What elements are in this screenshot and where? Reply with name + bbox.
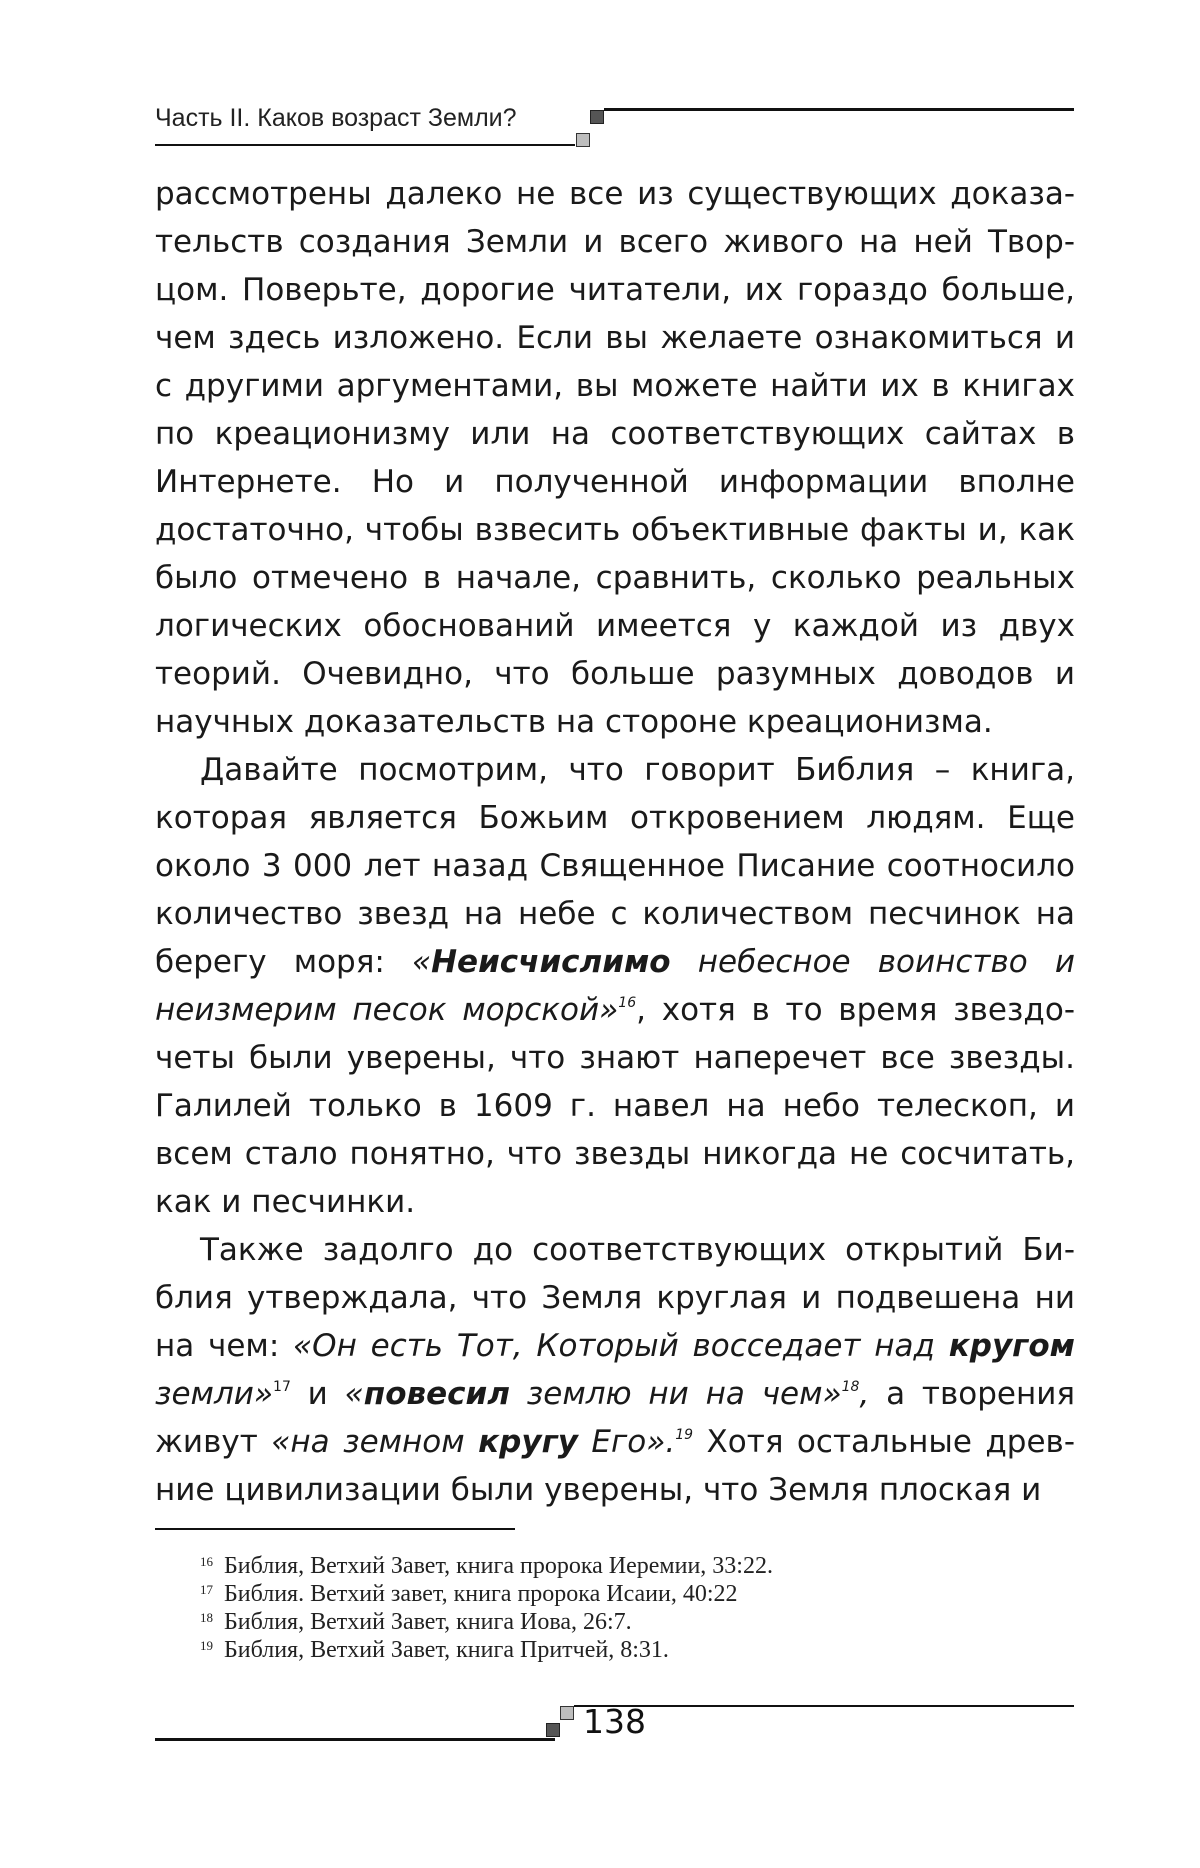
header-rule-right — [604, 108, 1074, 111]
text-run: а творения живут — [155, 1376, 1076, 1460]
footnote-text: Библия, Ветхий Завет, книга Притчей, 8:31. — [224, 1637, 669, 1663]
text-run: « — [344, 1376, 364, 1412]
footnote-item — [155, 1552, 1075, 1580]
header-rule-left — [155, 144, 575, 146]
footnote-reference: 19 — [675, 1426, 694, 1443]
footnote-number: 17 — [200, 1582, 213, 1597]
paragraph — [155, 1226, 1075, 1514]
footnote-separator — [155, 1528, 515, 1530]
footer-rule-right — [574, 1705, 1074, 1707]
footer-rule-left — [155, 1738, 555, 1741]
footnote-item — [155, 1608, 1075, 1636]
text-run: землю ни на чем» — [509, 1376, 842, 1412]
footnote-text: Библия, Ветхий Завет, книга пророка Иеремии, 33:22. — [224, 1553, 773, 1579]
footnote-item — [155, 1636, 1075, 1664]
text-run: рассмотрены далеко не все из существующих доказательств создания Земли и всего живого на ней Творцом. Поверьте, дорогие читатели, их гораздо больше, чем здесь изложено. Если вы желаете ознакомиться и с другими аргументами, вы можете найти их в книгах по креационизму или на соответствующих сайтах в Интернете. Но и полученной информации вполне достаточно, чтобы взвесить объективные факты и, как было отмечено в начале, сравнить, сколько реальных логических обоснований имеется у каждой из двух теорий. Очевидно, что больше разумных доводов и научных доказательств на стороне креационизма. — [155, 176, 1075, 740]
text-run: « — [411, 944, 432, 980]
footnote-item — [155, 1580, 1075, 1608]
footnote-number: 16 — [200, 1554, 213, 1569]
footnote-text: Библия, Ветхий Завет, книга Иова, 26:7. — [224, 1609, 632, 1635]
header-ornament-dark-square — [590, 110, 604, 124]
text-run: кругом — [948, 1328, 1075, 1364]
text-run: , хотя в то время звездочеты были уверены, что знают наперечет все звезды. Галилей только в 1609 г. навел на небо телескоп, и всем стало понятно, что звезды никогда не сосчитать, как и песчинки. — [155, 992, 1076, 1220]
main-text — [155, 170, 1075, 1514]
footnote-number: 19 — [200, 1638, 213, 1653]
text-run: повесил — [363, 1376, 510, 1412]
footer-ornament-dark-square — [546, 1723, 560, 1737]
text-run: Также задолго до соответствующих открытий Библия утверждала, что Земля круглая и подвешена ни на чем: — [155, 1232, 1075, 1364]
text-run: Неисчислимо — [431, 944, 671, 980]
header-ornament-light-square — [576, 133, 590, 147]
footnote-reference: 16 — [618, 994, 637, 1011]
text-run: Его». — [577, 1424, 676, 1460]
text-run: «Он есть Тот, Который восседает над — [293, 1328, 949, 1364]
text-run: и — [290, 1376, 345, 1412]
footnote-number: 18 — [200, 1610, 213, 1625]
footnotes — [155, 1552, 1075, 1664]
text-run: Давайте посмотрим, что говорит Библия – книга, которая является Божьим откровением людям. Еще около 3 000 лет назад Священное Писание соотносило количество звезд на небе с количеством песчинок на берегу моря: — [155, 752, 1075, 980]
text-run: небесное воинство и неизмерим песок морской» — [155, 944, 1075, 1028]
text-run: «на земном — [271, 1424, 479, 1460]
footnote-reference: 17 — [273, 1378, 291, 1395]
footer-ornament-light-square — [560, 1706, 574, 1720]
running-title: Часть II. Каков возраст Земли? — [155, 104, 517, 132]
text-run: Хотя остальные древние цивилизации были уверены, что Земля плоская и — [155, 1424, 1076, 1508]
paragraph — [155, 746, 1075, 1226]
text-run: земли» — [155, 1376, 274, 1412]
paragraph — [155, 170, 1075, 746]
footnote-text: Библия. Ветхий завет, книга пророка Исаии, 40:22 — [224, 1581, 738, 1607]
text-run: , — [859, 1376, 870, 1412]
page-number: 138 — [583, 1702, 646, 1741]
text-run: кругу — [478, 1424, 578, 1460]
footnote-reference: 18 — [841, 1378, 860, 1395]
